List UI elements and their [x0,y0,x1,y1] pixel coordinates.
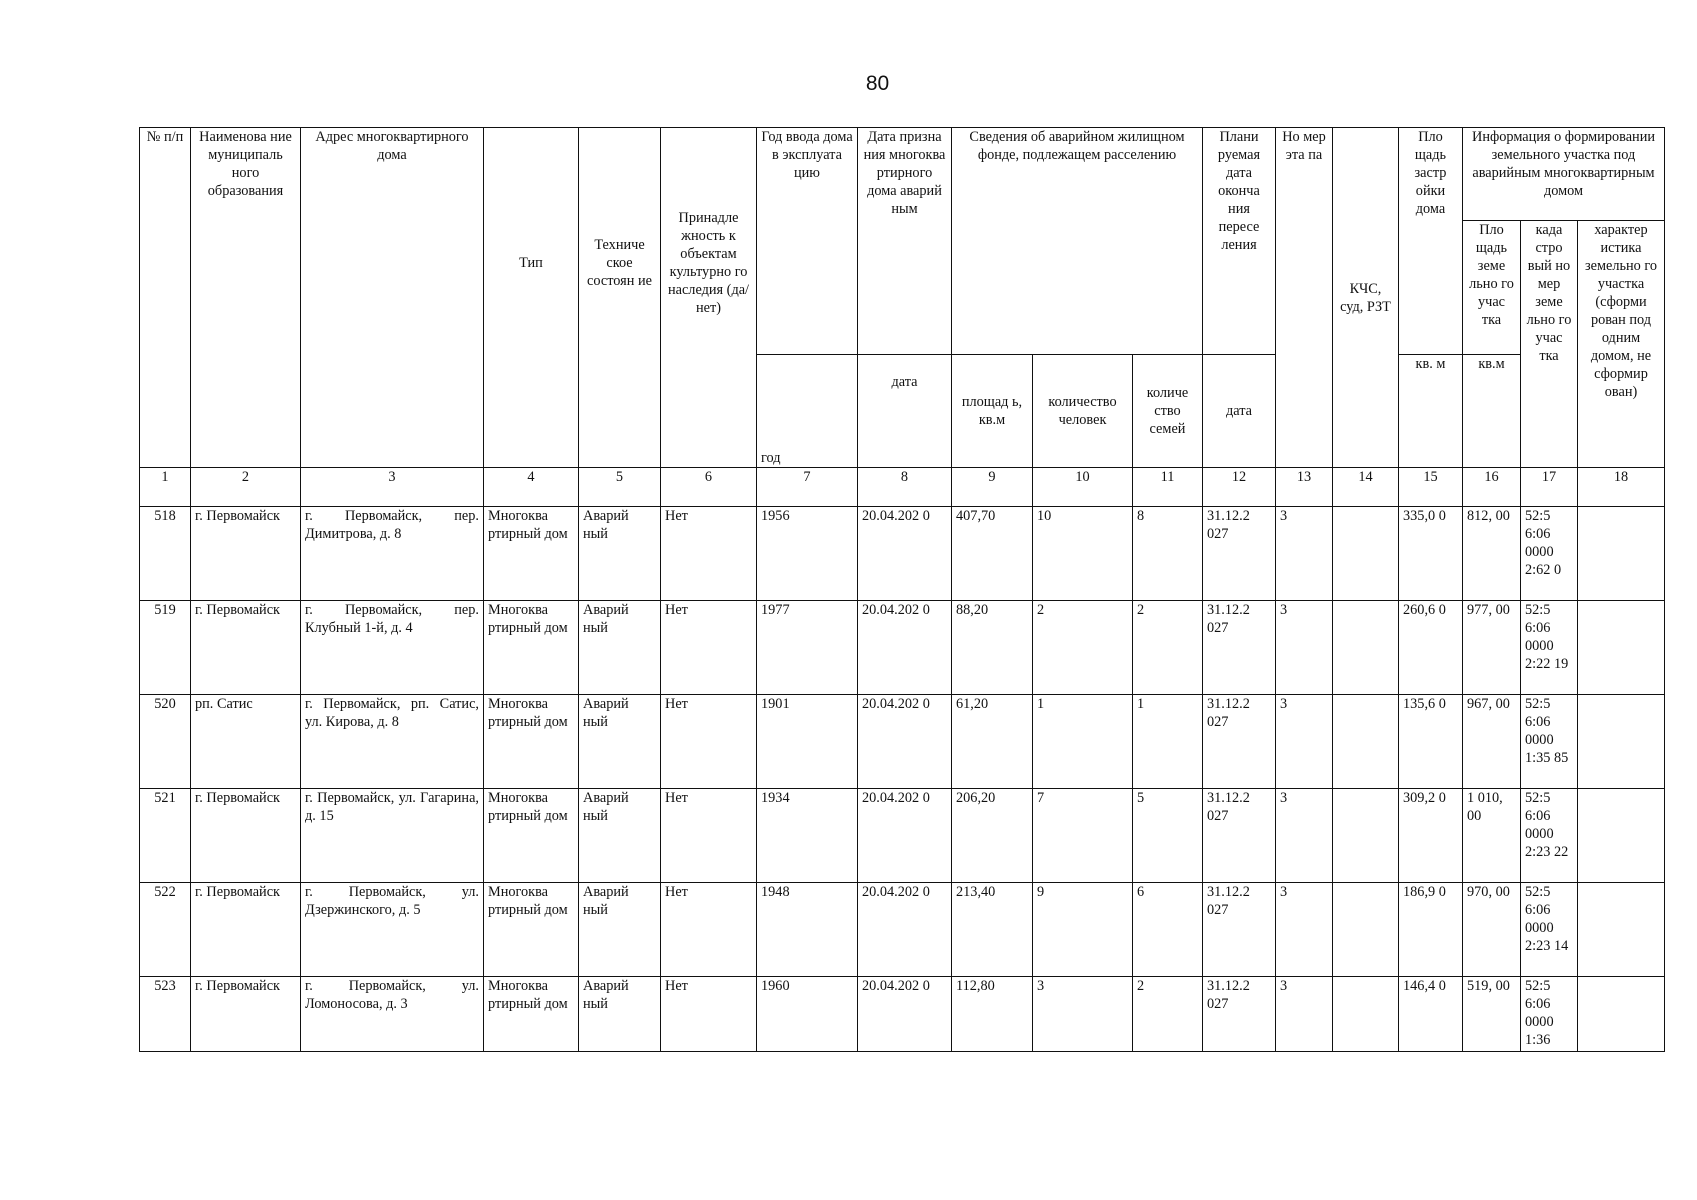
kchs-court [1333,883,1399,977]
house-type: Многоква ртирный дом [484,789,579,883]
address: г. Первомайск, ул. Гагарина, д. 15 [301,789,484,883]
row-number: 521 [140,789,191,883]
address: г. Первомайск, ул. Ломоносова, д. 3 [301,977,484,1052]
building-area: 335,0 0 [1399,507,1463,601]
municipality-name: г. Первомайск [191,789,301,883]
families-count: 8 [1133,507,1203,601]
kchs-court [1333,977,1399,1052]
data-rows [140,507,1665,1052]
commission-year: 1934 [757,789,858,883]
heritage-flag: Нет [661,695,757,789]
header-year: Год ввода дома в эксплуата цию [757,128,858,355]
stage-number: 3 [1276,695,1333,789]
header-state: Техниче ское состоян ие [579,128,661,468]
column-number: 17 [1521,468,1578,507]
land-characteristic [1578,883,1665,977]
header-families: количе ство семей [1133,355,1203,468]
header-recognition-date: Дата призна ния многоква ртирного дома аварий ным [858,128,952,355]
header-land-char: характер истика земельно го участка (сформи рован под одним домом, не сформир ован) [1578,221,1665,468]
house-type: Многоква ртирный дом [484,507,579,601]
header-address: Адрес многоквартирного дома [301,128,484,468]
column-number: 6 [661,468,757,507]
header-cadastral: када стро вый но мер земе льно го учас тка [1521,221,1578,468]
column-number: 13 [1276,468,1333,507]
land-characteristic [1578,695,1665,789]
row-number: 519 [140,601,191,695]
row-number: 518 [140,507,191,601]
page-number: 80 [865,72,890,95]
row-number: 520 [140,695,191,789]
table-row [140,883,1665,977]
stage-number: 3 [1276,601,1333,695]
row-number: 522 [140,883,191,977]
header-emergency-fund: Сведения об аварийном жилищном фонде, подлежащем расселению [952,128,1203,355]
technical-state: Аварий ный [579,883,661,977]
address: г. Первомайск, ул. Дзержинского, д. 5 [301,883,484,977]
header-num: № п/п [140,128,191,468]
stage-number: 3 [1276,789,1333,883]
emergency-area: 213,40 [952,883,1033,977]
people-count: 1 [1033,695,1133,789]
header-land-area-unit: кв.м [1463,355,1521,468]
address: г. Первомайск, пер. Димитрова, д. 8 [301,507,484,601]
housing-register-table [139,127,1665,1052]
families-count: 2 [1133,977,1203,1052]
table-row [140,977,1665,1052]
commission-year: 1977 [757,601,858,695]
row-number: 523 [140,977,191,1052]
planned-date: 31.12.2 027 [1203,507,1276,601]
header-land-area: Пло щадь земе льно го учас тка [1463,221,1521,355]
recognition-date: 20.04.202 0 [858,601,952,695]
planned-date: 31.12.2 027 [1203,601,1276,695]
table-row [140,789,1665,883]
column-number: 11 [1133,468,1203,507]
municipality-name: г. Первомайск [191,507,301,601]
land-area: 519, 00 [1463,977,1521,1052]
stage-number: 3 [1276,883,1333,977]
commission-year: 1960 [757,977,858,1052]
building-area: 260,6 0 [1399,601,1463,695]
cadastral-number: 52:5 6:06 0000 1:36 [1521,977,1578,1052]
planned-date: 31.12.2 027 [1203,695,1276,789]
heritage-flag: Нет [661,601,757,695]
heritage-flag: Нет [661,789,757,883]
land-area: 1 010, 00 [1463,789,1521,883]
column-number: 14 [1333,468,1399,507]
people-count: 2 [1033,601,1133,695]
planned-date: 31.12.2 027 [1203,977,1276,1052]
families-count: 6 [1133,883,1203,977]
column-number: 18 [1578,468,1665,507]
header-plan-date-unit: дата [1203,355,1276,468]
header-year-unit: год [757,355,858,468]
kchs-court [1333,695,1399,789]
municipality-name: г. Первомайск [191,977,301,1052]
families-count: 2 [1133,601,1203,695]
kchs-court [1333,507,1399,601]
header-land-info: Информация о формировании земельного участка под аварийным многоквартирным домом [1463,128,1665,221]
technical-state: Аварий ный [579,601,661,695]
municipality-name: г. Первомайск [191,601,301,695]
header-stage: Но мер эта па [1276,128,1333,468]
land-area: 812, 00 [1463,507,1521,601]
header-heritage: Принадле жность к объектам культурно го наследия (да/нет) [661,128,757,468]
people-count: 3 [1033,977,1133,1052]
recognition-date: 20.04.202 0 [858,507,952,601]
header-build-area-unit: кв. м [1399,355,1463,468]
heritage-flag: Нет [661,507,757,601]
kchs-court [1333,601,1399,695]
technical-state: Аварий ный [579,789,661,883]
heritage-flag: Нет [661,883,757,977]
land-area: 977, 00 [1463,601,1521,695]
address: г. Первомайск, рп. Сатис, ул. Кирова, д. 8 [301,695,484,789]
families-count: 1 [1133,695,1203,789]
column-number: 7 [757,468,858,507]
cadastral-number: 52:5 6:06 0000 1:35 85 [1521,695,1578,789]
land-characteristic [1578,507,1665,601]
header-type: Тип [484,128,579,468]
column-number: 3 [301,468,484,507]
table-row [140,507,1665,601]
stage-number: 3 [1276,507,1333,601]
building-area: 309,2 0 [1399,789,1463,883]
column-number: 8 [858,468,952,507]
header-build-area: Пло щадь застр ойки дома [1399,128,1463,355]
house-type: Многоква ртирный дом [484,601,579,695]
table-row [140,695,1665,789]
column-number: 2 [191,468,301,507]
cadastral-number: 52:5 6:06 0000 2:22 19 [1521,601,1578,695]
column-number: 9 [952,468,1033,507]
column-number: 15 [1399,468,1463,507]
table-row [140,601,1665,695]
planned-date: 31.12.2 027 [1203,883,1276,977]
cadastral-number: 52:5 6:06 0000 2:23 22 [1521,789,1578,883]
recognition-date: 20.04.202 0 [858,695,952,789]
cadastral-number: 52:5 6:06 0000 2:23 14 [1521,883,1578,977]
column-number: 10 [1033,468,1133,507]
commission-year: 1948 [757,883,858,977]
heritage-flag: Нет [661,977,757,1052]
header-date-unit: дата [858,355,952,468]
header-municipality: Наименова ние муниципаль ного образования [191,128,301,468]
house-type: Многоква ртирный дом [484,695,579,789]
people-count: 10 [1033,507,1133,601]
commission-year: 1956 [757,507,858,601]
technical-state: Аварий ный [579,695,661,789]
planned-date: 31.12.2 027 [1203,789,1276,883]
header-row-1 [140,128,1665,221]
land-characteristic [1578,977,1665,1052]
stage-number: 3 [1276,977,1333,1052]
recognition-date: 20.04.202 0 [858,789,952,883]
header-people: количество человек [1033,355,1133,468]
column-number: 4 [484,468,579,507]
header-kchs: КЧС, суд, РЗТ [1333,128,1399,468]
emergency-area: 112,80 [952,977,1033,1052]
header-planned-date: Плани руемая дата оконча ния пересе ления [1203,128,1276,355]
building-area: 135,6 0 [1399,695,1463,789]
emergency-area: 407,70 [952,507,1033,601]
technical-state: Аварий ный [579,507,661,601]
emergency-area: 206,20 [952,789,1033,883]
commission-year: 1901 [757,695,858,789]
column-number: 1 [140,468,191,507]
header-area: площад ь, кв.м [952,355,1033,468]
municipality-name: г. Первомайск [191,883,301,977]
column-number-row [140,468,1665,507]
cadastral-number: 52:5 6:06 0000 2:62 0 [1521,507,1578,601]
column-number: 5 [579,468,661,507]
recognition-date: 20.04.202 0 [858,977,952,1052]
kchs-court [1333,789,1399,883]
building-area: 186,9 0 [1399,883,1463,977]
families-count: 5 [1133,789,1203,883]
emergency-area: 88,20 [952,601,1033,695]
technical-state: Аварий ный [579,977,661,1052]
column-number: 12 [1203,468,1276,507]
house-type: Многоква ртирный дом [484,977,579,1052]
house-type: Многоква ртирный дом [484,883,579,977]
people-count: 7 [1033,789,1133,883]
land-area: 970, 00 [1463,883,1521,977]
municipality-name: рп. Сатис [191,695,301,789]
land-area: 967, 00 [1463,695,1521,789]
recognition-date: 20.04.202 0 [858,883,952,977]
land-characteristic [1578,601,1665,695]
emergency-area: 61,20 [952,695,1033,789]
land-characteristic [1578,789,1665,883]
building-area: 146,4 0 [1399,977,1463,1052]
address: г. Первомайск, пер. Клубный 1-й, д. 4 [301,601,484,695]
people-count: 9 [1033,883,1133,977]
column-number: 16 [1463,468,1521,507]
